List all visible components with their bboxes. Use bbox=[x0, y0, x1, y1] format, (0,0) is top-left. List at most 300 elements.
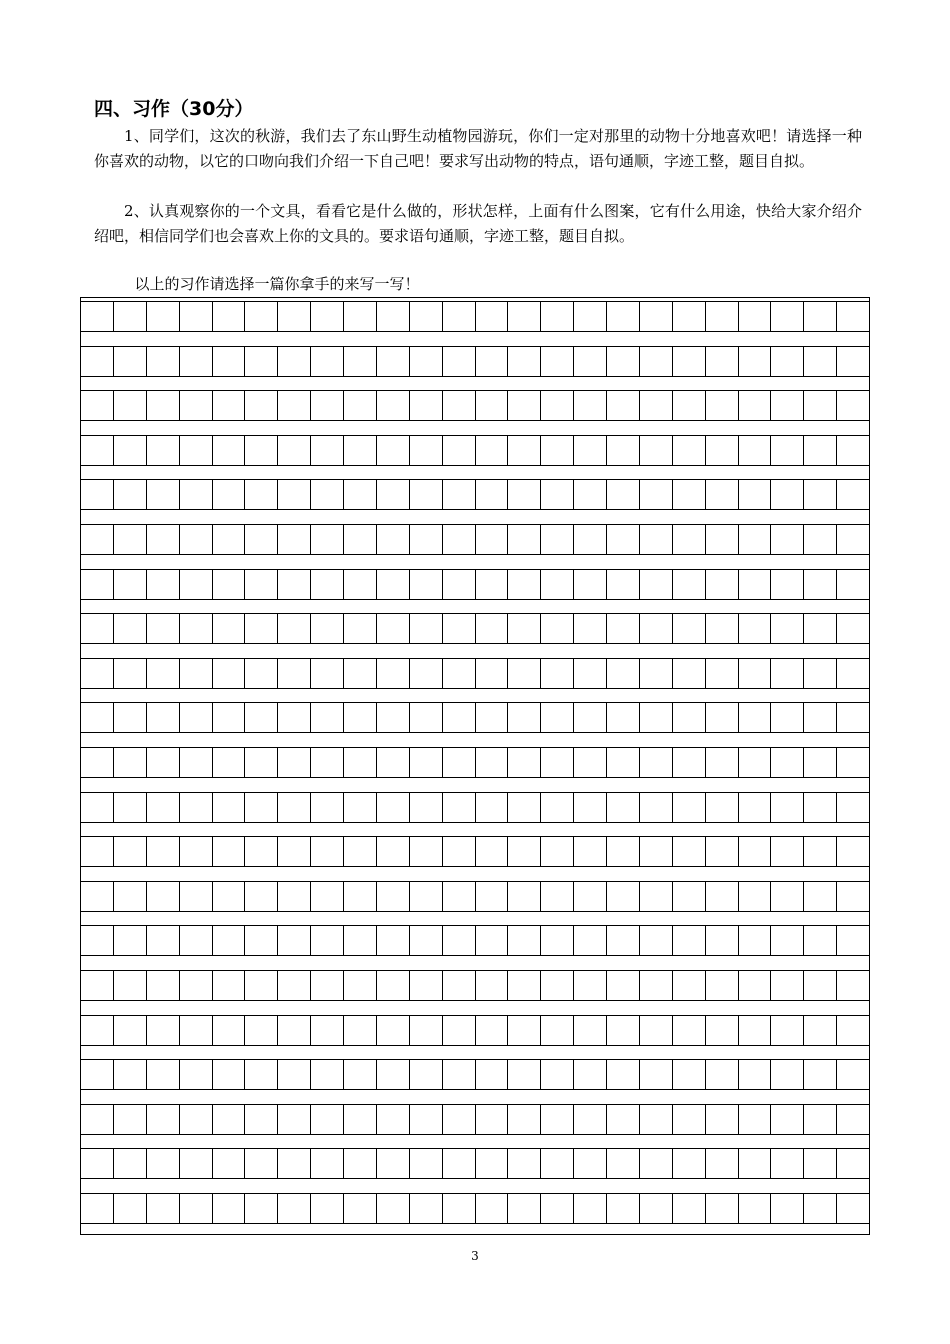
grid-cell[interactable] bbox=[706, 659, 739, 688]
grid-cell[interactable] bbox=[147, 837, 180, 866]
grid-cell[interactable] bbox=[541, 436, 574, 465]
grid-cell[interactable] bbox=[476, 971, 509, 1000]
grid-cell[interactable] bbox=[81, 748, 114, 777]
grid-cell[interactable] bbox=[443, 1105, 476, 1134]
grid-cell[interactable] bbox=[147, 971, 180, 1000]
grid-cell[interactable] bbox=[81, 1060, 114, 1089]
grid-cell[interactable] bbox=[640, 1149, 673, 1178]
grid-cell[interactable] bbox=[278, 1105, 311, 1134]
grid-cell[interactable] bbox=[311, 659, 344, 688]
grid-cell[interactable] bbox=[443, 391, 476, 420]
grid-cell[interactable] bbox=[476, 570, 509, 599]
grid-cell[interactable] bbox=[804, 971, 837, 1000]
grid-cell[interactable] bbox=[739, 793, 772, 822]
grid-cell[interactable] bbox=[706, 1105, 739, 1134]
grid-cell[interactable] bbox=[837, 1194, 869, 1223]
grid-cell[interactable] bbox=[739, 570, 772, 599]
grid-cell[interactable] bbox=[443, 971, 476, 1000]
grid-cell[interactable] bbox=[837, 436, 869, 465]
grid-cell[interactable] bbox=[245, 748, 278, 777]
grid-cell[interactable] bbox=[739, 748, 772, 777]
grid-cell[interactable] bbox=[278, 748, 311, 777]
grid-cell[interactable] bbox=[443, 302, 476, 331]
grid-cell[interactable] bbox=[114, 926, 147, 955]
grid-cell[interactable] bbox=[213, 302, 246, 331]
grid-cell[interactable] bbox=[640, 391, 673, 420]
grid-cell[interactable] bbox=[640, 971, 673, 1000]
grid-cell[interactable] bbox=[213, 391, 246, 420]
grid-cell[interactable] bbox=[213, 926, 246, 955]
grid-cell[interactable] bbox=[804, 347, 837, 376]
grid-cell[interactable] bbox=[574, 793, 607, 822]
grid-cell[interactable] bbox=[81, 1149, 114, 1178]
grid-cell[interactable] bbox=[706, 882, 739, 911]
grid-cell[interactable] bbox=[837, 570, 869, 599]
grid-cell[interactable] bbox=[245, 703, 278, 732]
grid-cell[interactable] bbox=[739, 926, 772, 955]
grid-cell[interactable] bbox=[344, 659, 377, 688]
grid-cell[interactable] bbox=[410, 703, 443, 732]
grid-cell[interactable] bbox=[245, 436, 278, 465]
grid-cell[interactable] bbox=[147, 436, 180, 465]
grid-cell[interactable] bbox=[213, 703, 246, 732]
grid-cell[interactable] bbox=[377, 837, 410, 866]
grid-cell[interactable] bbox=[81, 703, 114, 732]
grid-cell[interactable] bbox=[443, 347, 476, 376]
grid-cell[interactable] bbox=[508, 793, 541, 822]
grid-cell[interactable] bbox=[508, 1194, 541, 1223]
grid-cell[interactable] bbox=[640, 659, 673, 688]
grid-cell[interactable] bbox=[114, 1105, 147, 1134]
grid-cell[interactable] bbox=[739, 525, 772, 554]
grid-cell[interactable] bbox=[311, 480, 344, 509]
grid-cell[interactable] bbox=[180, 391, 213, 420]
grid-cell[interactable] bbox=[837, 793, 869, 822]
grid-cell[interactable] bbox=[771, 748, 804, 777]
grid-cell[interactable] bbox=[410, 926, 443, 955]
grid-cell[interactable] bbox=[640, 1105, 673, 1134]
grid-cell[interactable] bbox=[541, 1060, 574, 1089]
grid-cell[interactable] bbox=[673, 1016, 706, 1045]
grid-cell[interactable] bbox=[344, 748, 377, 777]
grid-cell[interactable] bbox=[443, 748, 476, 777]
grid-cell[interactable] bbox=[410, 748, 443, 777]
grid-cell[interactable] bbox=[706, 302, 739, 331]
grid-cell[interactable] bbox=[81, 659, 114, 688]
grid-cell[interactable] bbox=[213, 971, 246, 1000]
grid-cell[interactable] bbox=[245, 971, 278, 1000]
grid-cell[interactable] bbox=[114, 614, 147, 643]
grid-cell[interactable] bbox=[147, 882, 180, 911]
grid-cell[interactable] bbox=[180, 480, 213, 509]
grid-cell[interactable] bbox=[81, 1016, 114, 1045]
grid-cell[interactable] bbox=[673, 1060, 706, 1089]
grid-cell[interactable] bbox=[706, 748, 739, 777]
grid-cell[interactable] bbox=[114, 480, 147, 509]
grid-cell[interactable] bbox=[213, 837, 246, 866]
grid-cell[interactable] bbox=[739, 971, 772, 1000]
grid-cell[interactable] bbox=[607, 525, 640, 554]
grid-cell[interactable] bbox=[739, 347, 772, 376]
grid-cell[interactable] bbox=[410, 1105, 443, 1134]
grid-cell[interactable] bbox=[476, 614, 509, 643]
grid-cell[interactable] bbox=[443, 659, 476, 688]
grid-cell[interactable] bbox=[476, 1105, 509, 1134]
grid-cell[interactable] bbox=[114, 1016, 147, 1045]
grid-cell[interactable] bbox=[673, 614, 706, 643]
grid-cell[interactable] bbox=[739, 882, 772, 911]
grid-cell[interactable] bbox=[574, 1060, 607, 1089]
grid-cell[interactable] bbox=[804, 1016, 837, 1045]
grid-cell[interactable] bbox=[114, 436, 147, 465]
grid-cell[interactable] bbox=[278, 1149, 311, 1178]
grid-cell[interactable] bbox=[673, 703, 706, 732]
grid-cell[interactable] bbox=[476, 793, 509, 822]
grid-cell[interactable] bbox=[541, 525, 574, 554]
grid-cell[interactable] bbox=[804, 1149, 837, 1178]
grid-cell[interactable] bbox=[607, 347, 640, 376]
grid-cell[interactable] bbox=[574, 882, 607, 911]
grid-cell[interactable] bbox=[706, 703, 739, 732]
grid-cell[interactable] bbox=[607, 1194, 640, 1223]
grid-cell[interactable] bbox=[443, 1149, 476, 1178]
grid-cell[interactable] bbox=[180, 659, 213, 688]
grid-cell[interactable] bbox=[476, 1149, 509, 1178]
grid-cell[interactable] bbox=[706, 436, 739, 465]
grid-cell[interactable] bbox=[574, 1105, 607, 1134]
grid-cell[interactable] bbox=[278, 614, 311, 643]
grid-cell[interactable] bbox=[311, 1194, 344, 1223]
grid-cell[interactable] bbox=[476, 480, 509, 509]
grid-cell[interactable] bbox=[574, 1016, 607, 1045]
grid-cell[interactable] bbox=[245, 926, 278, 955]
grid-cell[interactable] bbox=[574, 525, 607, 554]
grid-cell[interactable] bbox=[147, 1194, 180, 1223]
grid-cell[interactable] bbox=[541, 570, 574, 599]
grid-cell[interactable] bbox=[245, 837, 278, 866]
grid-cell[interactable] bbox=[640, 614, 673, 643]
grid-cell[interactable] bbox=[706, 391, 739, 420]
grid-cell[interactable] bbox=[771, 1016, 804, 1045]
grid-cell[interactable] bbox=[804, 837, 837, 866]
grid-cell[interactable] bbox=[771, 347, 804, 376]
grid-cell[interactable] bbox=[508, 525, 541, 554]
grid-cell[interactable] bbox=[574, 748, 607, 777]
grid-cell[interactable] bbox=[344, 525, 377, 554]
grid-cell[interactable] bbox=[147, 793, 180, 822]
grid-cell[interactable] bbox=[640, 926, 673, 955]
grid-cell[interactable] bbox=[541, 347, 574, 376]
grid-cell[interactable] bbox=[837, 926, 869, 955]
grid-cell[interactable] bbox=[837, 525, 869, 554]
grid-cell[interactable] bbox=[673, 659, 706, 688]
grid-cell[interactable] bbox=[344, 480, 377, 509]
grid-cell[interactable] bbox=[344, 882, 377, 911]
grid-cell[interactable] bbox=[377, 659, 410, 688]
grid-cell[interactable] bbox=[706, 1016, 739, 1045]
grid-cell[interactable] bbox=[476, 391, 509, 420]
grid-cell[interactable] bbox=[837, 614, 869, 643]
grid-cell[interactable] bbox=[574, 971, 607, 1000]
grid-cell[interactable] bbox=[771, 659, 804, 688]
grid-cell[interactable] bbox=[114, 1060, 147, 1089]
grid-cell[interactable] bbox=[739, 391, 772, 420]
grid-cell[interactable] bbox=[508, 614, 541, 643]
grid-cell[interactable] bbox=[837, 703, 869, 732]
grid-cell[interactable] bbox=[377, 926, 410, 955]
grid-cell[interactable] bbox=[476, 659, 509, 688]
grid-cell[interactable] bbox=[344, 926, 377, 955]
grid-cell[interactable] bbox=[837, 748, 869, 777]
grid-cell[interactable] bbox=[147, 1105, 180, 1134]
grid-cell[interactable] bbox=[706, 1149, 739, 1178]
grid-cell[interactable] bbox=[81, 882, 114, 911]
grid-cell[interactable] bbox=[410, 837, 443, 866]
grid-cell[interactable] bbox=[344, 347, 377, 376]
grid-cell[interactable] bbox=[81, 570, 114, 599]
grid-cell[interactable] bbox=[114, 1194, 147, 1223]
grid-cell[interactable] bbox=[410, 971, 443, 1000]
grid-cell[interactable] bbox=[311, 748, 344, 777]
grid-cell[interactable] bbox=[541, 1194, 574, 1223]
grid-cell[interactable] bbox=[180, 302, 213, 331]
grid-cell[interactable] bbox=[311, 1016, 344, 1045]
grid-cell[interactable] bbox=[640, 748, 673, 777]
grid-cell[interactable] bbox=[311, 1105, 344, 1134]
grid-cell[interactable] bbox=[541, 703, 574, 732]
grid-cell[interactable] bbox=[508, 570, 541, 599]
grid-cell[interactable] bbox=[377, 525, 410, 554]
grid-cell[interactable] bbox=[278, 347, 311, 376]
grid-cell[interactable] bbox=[245, 1060, 278, 1089]
grid-cell[interactable] bbox=[443, 882, 476, 911]
grid-cell[interactable] bbox=[147, 926, 180, 955]
grid-cell[interactable] bbox=[245, 614, 278, 643]
grid-cell[interactable] bbox=[180, 793, 213, 822]
grid-cell[interactable] bbox=[837, 882, 869, 911]
grid-cell[interactable] bbox=[541, 614, 574, 643]
grid-cell[interactable] bbox=[771, 1194, 804, 1223]
grid-cell[interactable] bbox=[377, 703, 410, 732]
grid-cell[interactable] bbox=[245, 1194, 278, 1223]
grid-cell[interactable] bbox=[410, 1060, 443, 1089]
grid-cell[interactable] bbox=[541, 1149, 574, 1178]
grid-cell[interactable] bbox=[706, 793, 739, 822]
grid-cell[interactable] bbox=[213, 570, 246, 599]
grid-cell[interactable] bbox=[147, 391, 180, 420]
grid-cell[interactable] bbox=[541, 659, 574, 688]
grid-cell[interactable] bbox=[804, 302, 837, 331]
grid-cell[interactable] bbox=[311, 525, 344, 554]
grid-cell[interactable] bbox=[147, 525, 180, 554]
grid-cell[interactable] bbox=[508, 1105, 541, 1134]
grid-cell[interactable] bbox=[213, 347, 246, 376]
grid-cell[interactable] bbox=[443, 837, 476, 866]
grid-cell[interactable] bbox=[443, 570, 476, 599]
grid-cell[interactable] bbox=[147, 1060, 180, 1089]
grid-cell[interactable] bbox=[804, 614, 837, 643]
grid-cell[interactable] bbox=[640, 1060, 673, 1089]
grid-cell[interactable] bbox=[213, 525, 246, 554]
grid-cell[interactable] bbox=[443, 1016, 476, 1045]
grid-cell[interactable] bbox=[147, 480, 180, 509]
grid-cell[interactable] bbox=[837, 1060, 869, 1089]
grid-cell[interactable] bbox=[377, 1105, 410, 1134]
grid-cell[interactable] bbox=[574, 614, 607, 643]
grid-cell[interactable] bbox=[837, 1105, 869, 1134]
grid-cell[interactable] bbox=[476, 926, 509, 955]
grid-cell[interactable] bbox=[180, 1060, 213, 1089]
grid-cell[interactable] bbox=[804, 570, 837, 599]
grid-cell[interactable] bbox=[410, 1016, 443, 1045]
grid-cell[interactable] bbox=[81, 926, 114, 955]
grid-cell[interactable] bbox=[771, 480, 804, 509]
grid-cell[interactable] bbox=[508, 1016, 541, 1045]
grid-cell[interactable] bbox=[476, 1016, 509, 1045]
grid-cell[interactable] bbox=[706, 1060, 739, 1089]
grid-cell[interactable] bbox=[837, 659, 869, 688]
grid-cell[interactable] bbox=[245, 659, 278, 688]
grid-cell[interactable] bbox=[804, 748, 837, 777]
grid-cell[interactable] bbox=[476, 302, 509, 331]
grid-cell[interactable] bbox=[180, 1016, 213, 1045]
grid-cell[interactable] bbox=[476, 1194, 509, 1223]
grid-cell[interactable] bbox=[739, 1060, 772, 1089]
grid-cell[interactable] bbox=[180, 570, 213, 599]
grid-cell[interactable] bbox=[607, 882, 640, 911]
grid-cell[interactable] bbox=[508, 837, 541, 866]
grid-cell[interactable] bbox=[147, 748, 180, 777]
grid-cell[interactable] bbox=[443, 480, 476, 509]
grid-cell[interactable] bbox=[771, 1105, 804, 1134]
grid-cell[interactable] bbox=[377, 971, 410, 1000]
grid-cell[interactable] bbox=[245, 1016, 278, 1045]
grid-cell[interactable] bbox=[640, 480, 673, 509]
grid-cell[interactable] bbox=[607, 793, 640, 822]
grid-cell[interactable] bbox=[837, 1016, 869, 1045]
grid-cell[interactable] bbox=[607, 436, 640, 465]
grid-cell[interactable] bbox=[476, 837, 509, 866]
grid-cell[interactable] bbox=[837, 837, 869, 866]
grid-cell[interactable] bbox=[508, 347, 541, 376]
grid-cell[interactable] bbox=[278, 391, 311, 420]
grid-cell[interactable] bbox=[706, 614, 739, 643]
grid-cell[interactable] bbox=[574, 926, 607, 955]
grid-cell[interactable] bbox=[81, 614, 114, 643]
grid-cell[interactable] bbox=[278, 837, 311, 866]
grid-cell[interactable] bbox=[245, 882, 278, 911]
grid-cell[interactable] bbox=[344, 302, 377, 331]
grid-cell[interactable] bbox=[739, 1194, 772, 1223]
grid-cell[interactable] bbox=[147, 703, 180, 732]
grid-cell[interactable] bbox=[114, 525, 147, 554]
grid-cell[interactable] bbox=[245, 1149, 278, 1178]
grid-cell[interactable] bbox=[377, 347, 410, 376]
grid-cell[interactable] bbox=[443, 525, 476, 554]
grid-cell[interactable] bbox=[837, 1149, 869, 1178]
grid-cell[interactable] bbox=[541, 793, 574, 822]
grid-cell[interactable] bbox=[739, 1105, 772, 1134]
grid-cell[interactable] bbox=[81, 793, 114, 822]
grid-cell[interactable] bbox=[377, 1149, 410, 1178]
grid-cell[interactable] bbox=[278, 1016, 311, 1045]
grid-cell[interactable] bbox=[771, 703, 804, 732]
grid-cell[interactable] bbox=[114, 837, 147, 866]
grid-cell[interactable] bbox=[739, 1016, 772, 1045]
grid-cell[interactable] bbox=[476, 1060, 509, 1089]
grid-cell[interactable] bbox=[574, 1194, 607, 1223]
grid-cell[interactable] bbox=[278, 302, 311, 331]
grid-cell[interactable] bbox=[443, 1060, 476, 1089]
grid-cell[interactable] bbox=[180, 436, 213, 465]
grid-cell[interactable] bbox=[804, 793, 837, 822]
grid-cell[interactable] bbox=[673, 480, 706, 509]
grid-cell[interactable] bbox=[443, 436, 476, 465]
grid-cell[interactable] bbox=[81, 837, 114, 866]
grid-cell[interactable] bbox=[377, 793, 410, 822]
grid-cell[interactable] bbox=[508, 703, 541, 732]
grid-cell[interactable] bbox=[114, 882, 147, 911]
grid-cell[interactable] bbox=[607, 837, 640, 866]
grid-cell[interactable] bbox=[245, 302, 278, 331]
grid-cell[interactable] bbox=[640, 525, 673, 554]
grid-cell[interactable] bbox=[607, 1060, 640, 1089]
grid-cell[interactable] bbox=[739, 614, 772, 643]
grid-cell[interactable] bbox=[147, 1149, 180, 1178]
grid-cell[interactable] bbox=[278, 570, 311, 599]
grid-cell[interactable] bbox=[673, 926, 706, 955]
grid-cell[interactable] bbox=[706, 971, 739, 1000]
grid-cell[interactable] bbox=[114, 302, 147, 331]
grid-cell[interactable] bbox=[344, 1060, 377, 1089]
grid-cell[interactable] bbox=[574, 347, 607, 376]
grid-cell[interactable] bbox=[771, 525, 804, 554]
grid-cell[interactable] bbox=[311, 302, 344, 331]
grid-cell[interactable] bbox=[377, 882, 410, 911]
grid-cell[interactable] bbox=[574, 1149, 607, 1178]
grid-cell[interactable] bbox=[640, 793, 673, 822]
grid-cell[interactable] bbox=[377, 1194, 410, 1223]
grid-cell[interactable] bbox=[410, 1149, 443, 1178]
grid-cell[interactable] bbox=[476, 525, 509, 554]
grid-cell[interactable] bbox=[245, 525, 278, 554]
grid-cell[interactable] bbox=[673, 570, 706, 599]
grid-cell[interactable] bbox=[410, 436, 443, 465]
grid-cell[interactable] bbox=[344, 793, 377, 822]
grid-cell[interactable] bbox=[640, 1016, 673, 1045]
grid-cell[interactable] bbox=[311, 1060, 344, 1089]
grid-cell[interactable] bbox=[508, 926, 541, 955]
grid-cell[interactable] bbox=[344, 391, 377, 420]
grid-cell[interactable] bbox=[541, 926, 574, 955]
grid-cell[interactable] bbox=[541, 748, 574, 777]
grid-cell[interactable] bbox=[311, 882, 344, 911]
grid-cell[interactable] bbox=[476, 882, 509, 911]
grid-cell[interactable] bbox=[344, 436, 377, 465]
grid-cell[interactable] bbox=[311, 926, 344, 955]
grid-cell[interactable] bbox=[804, 1194, 837, 1223]
grid-cell[interactable] bbox=[706, 837, 739, 866]
grid-cell[interactable] bbox=[640, 1194, 673, 1223]
grid-cell[interactable] bbox=[739, 436, 772, 465]
grid-cell[interactable] bbox=[245, 1105, 278, 1134]
grid-cell[interactable] bbox=[574, 302, 607, 331]
grid-cell[interactable] bbox=[476, 436, 509, 465]
grid-cell[interactable] bbox=[476, 748, 509, 777]
grid-cell[interactable] bbox=[311, 391, 344, 420]
grid-cell[interactable] bbox=[180, 525, 213, 554]
grid-cell[interactable] bbox=[213, 748, 246, 777]
